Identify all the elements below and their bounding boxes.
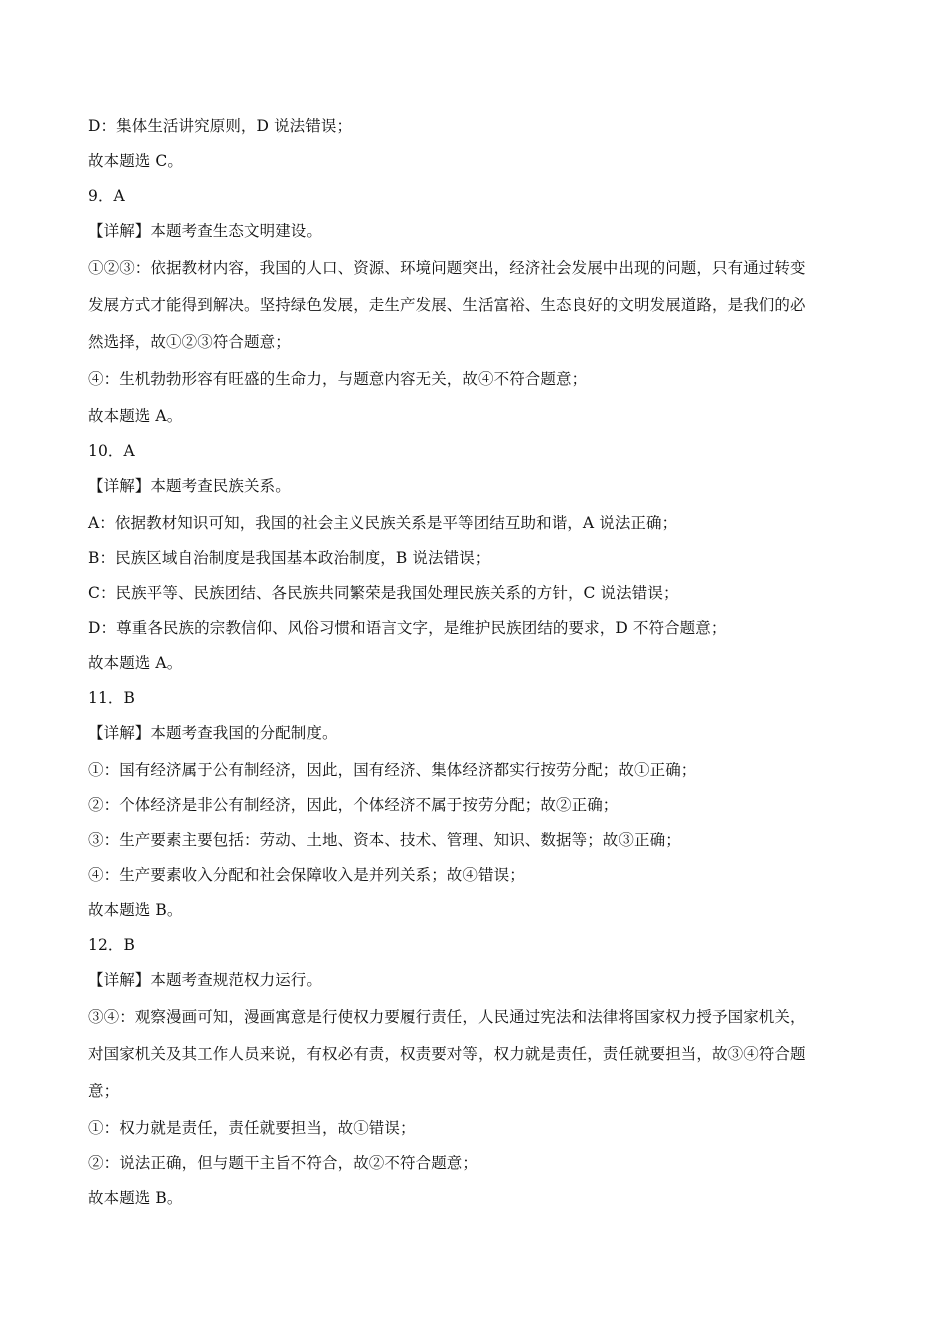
text-line: ①：国有经济属于公有制经济，因此，国有经济、集体经济都实行按劳分配；故①正确；	[88, 761, 697, 779]
answer-conclusion: 故本题选 C。	[88, 152, 183, 170]
text-line: 发展方式才能得到解决。坚持绿色发展，走生产发展、生活富裕、生态良好的文明发展道路，是我们的必	[88, 296, 806, 314]
explanation-intro: 【详解】本题考查我国的分配制度。	[88, 724, 338, 742]
answer-conclusion: 故本题选 A。	[88, 407, 183, 425]
question-answer-heading: 12．B	[88, 936, 136, 954]
text-line: ③④：观察漫画可知，漫画寓意是行使权力要履行责任，人民通过宪法和法律将国家权力授予国家机关，	[88, 1008, 806, 1026]
explanation-intro: 【详解】本题考查规范权力运行。	[88, 971, 323, 989]
question-answer-heading: 9．A	[88, 187, 125, 205]
text-line: ②：个体经济是非公有制经济，因此，个体经济不属于按劳分配；故②正确；	[88, 796, 619, 814]
text-line: 对国家机关及其工作人员来说，有权必有责，权责要对等，权力就是责任，责任就要担当，故③④符合题	[88, 1045, 806, 1063]
question-answer-heading: 11．B	[88, 689, 136, 707]
text-line: D：集体生活讲究原则，D 说法错误；	[88, 117, 353, 135]
text-line: ③：生产要素主要包括：劳动、土地、资本、技术、管理、知识、数据等；故③正确；	[88, 831, 681, 849]
explanation-intro: 【详解】本题考查生态文明建设。	[88, 222, 323, 240]
text-line: ④：生机勃勃形容有旺盛的生命力，与题意内容无关，故④不符合题意；	[88, 370, 588, 388]
question-answer-heading: 10．A	[88, 442, 135, 460]
text-line: ①：权力就是责任，责任就要担当，故①错误；	[88, 1119, 416, 1137]
text-line: D：尊重各民族的宗教信仰、风俗习惯和语言文字，是维护民族团结的要求，D 不符合题意；	[88, 619, 727, 637]
answer-conclusion: 故本题选 B。	[88, 901, 183, 919]
answer-explanation-text	[88, 114, 863, 1221]
text-line: 然选择，故①②③符合题意；	[88, 333, 291, 351]
text-line: ④：生产要素收入分配和社会保障收入是并列关系；故④错误；	[88, 866, 525, 884]
text-line: B：民族区域自治制度是我国基本政治制度，B 说法错误；	[88, 549, 491, 567]
answer-conclusion: 故本题选 A。	[88, 654, 183, 672]
text-line: 意；	[88, 1082, 120, 1100]
text-line: ②：说法正确，但与题干主旨不符合，故②不符合题意；	[88, 1154, 479, 1172]
text-line: ①②③：依据教材内容，我国的人口、资源、环境问题突出，经济社会发展中出现的问题，只有通过转变	[88, 259, 806, 277]
answer-conclusion: 故本题选 B。	[88, 1189, 183, 1207]
text-line: A：依据教材知识可知，我国的社会主义民族关系是平等团结互助和谐，A 说法正确；	[88, 514, 678, 532]
text-line: C：民族平等、民族团结、各民族共同繁荣是我国处理民族关系的方针，C 说法错误；	[88, 584, 679, 602]
explanation-intro: 【详解】本题考查民族关系。	[88, 477, 291, 495]
